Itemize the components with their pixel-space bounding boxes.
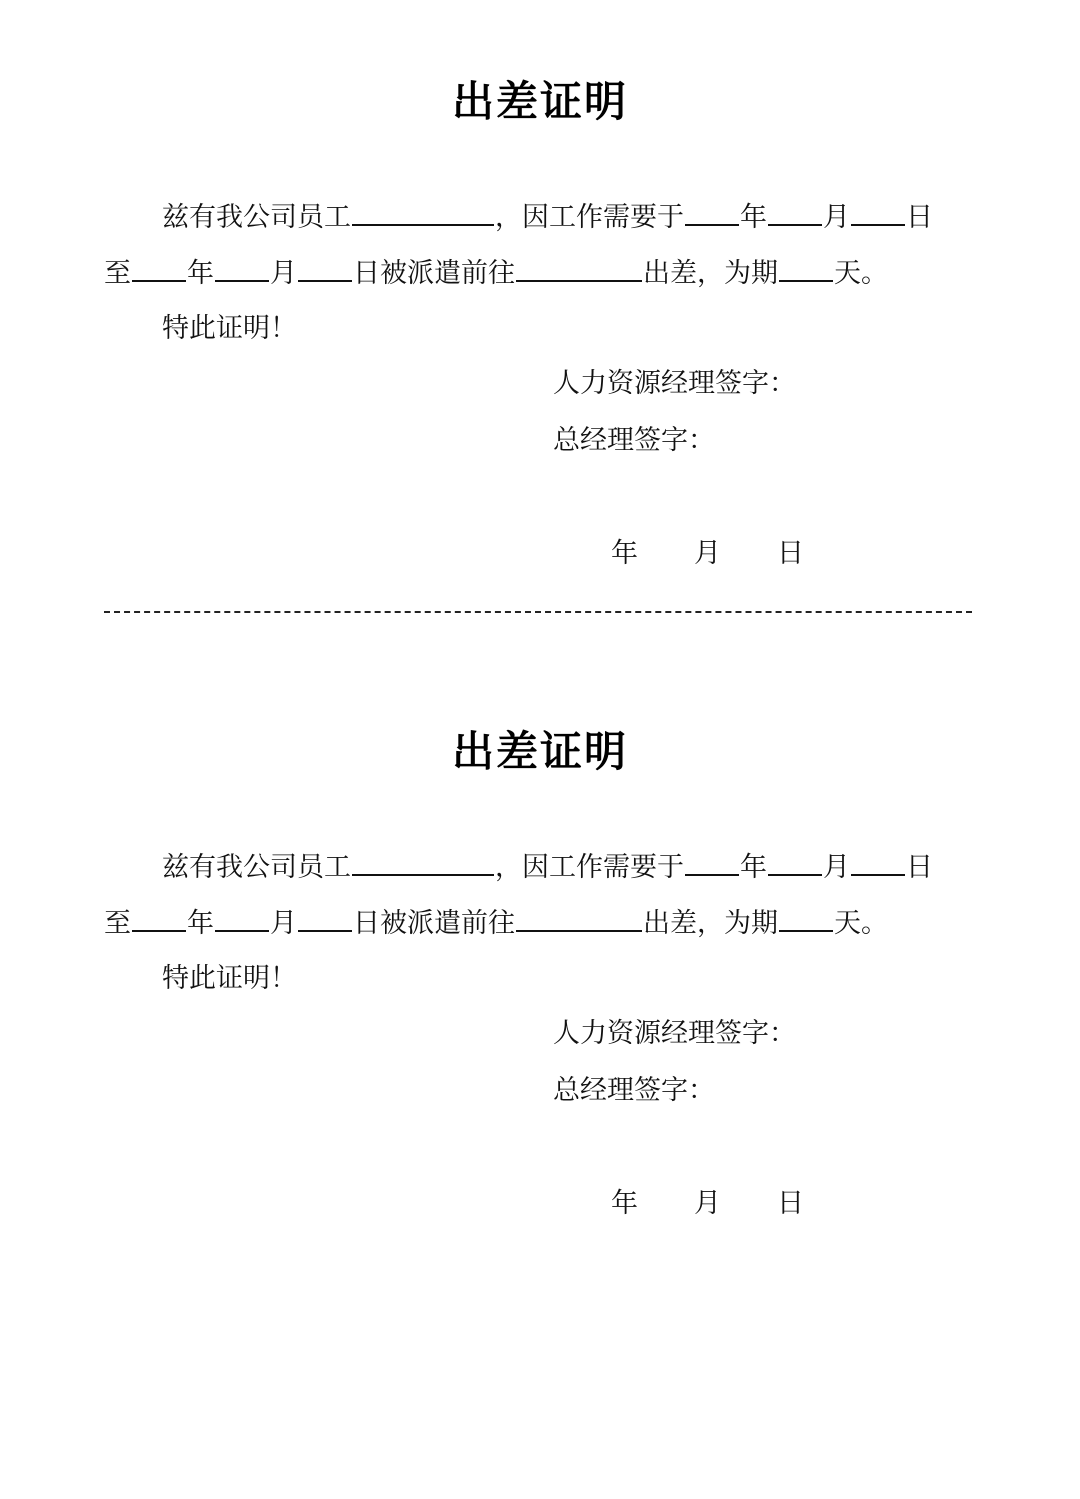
- end-month-blank: [215, 904, 269, 932]
- date-year-label: 年: [611, 538, 638, 569]
- end-year-blank: [132, 904, 186, 932]
- text-segment: ，因工作需要于: [495, 852, 684, 883]
- text-segment: 月: [270, 258, 297, 289]
- text-segment: 月: [270, 908, 297, 939]
- text-segment: 至: [104, 258, 131, 289]
- text-segment: 日: [906, 852, 933, 883]
- text-segment: ，因工作需要于: [495, 202, 684, 233]
- text-segment: 兹有我公司员工: [162, 202, 351, 233]
- employee-name-blank: [352, 848, 494, 876]
- start-month-blank: [768, 848, 822, 876]
- start-day-blank: [851, 848, 905, 876]
- trip-line: [104, 904, 888, 941]
- date-month-label: 月: [694, 1188, 721, 1219]
- date-line: [611, 537, 804, 571]
- hr-manager-signature-label: 人力资源经理签字：: [553, 1018, 796, 1049]
- employee-line: [162, 848, 933, 885]
- date-line: [611, 1187, 804, 1221]
- start-day-blank: [851, 198, 905, 226]
- employee-name-blank: [352, 198, 494, 226]
- duration-blank: [779, 904, 833, 932]
- destination-blank: [516, 254, 642, 282]
- text-segment: 月: [823, 852, 850, 883]
- certificate-title: 出差证明: [451, 727, 628, 776]
- text-segment: 天。: [834, 908, 888, 939]
- end-month-blank: [215, 254, 269, 282]
- text-segment: 年: [740, 202, 767, 233]
- start-year-blank: [685, 848, 739, 876]
- end-year-blank: [132, 254, 186, 282]
- text-segment: 月: [823, 202, 850, 233]
- text-segment: 出差，为期: [643, 908, 778, 939]
- destination-blank: [516, 904, 642, 932]
- hr-manager-signature-label: 人力资源经理签字：: [553, 368, 796, 399]
- closing-text: 特此证明！: [162, 963, 297, 994]
- text-segment: 至: [104, 908, 131, 939]
- date-day-label: 日: [777, 538, 804, 569]
- text-segment: 年: [187, 258, 214, 289]
- text-segment: 日: [906, 202, 933, 233]
- date-month-label: 月: [694, 538, 721, 569]
- start-year-blank: [685, 198, 739, 226]
- start-month-blank: [768, 198, 822, 226]
- date-year-label: 年: [611, 1188, 638, 1219]
- date-day-label: 日: [777, 1188, 804, 1219]
- text-segment: 天。: [834, 258, 888, 289]
- general-manager-signature-label: 总经理签字：: [553, 1075, 715, 1106]
- text-segment: 年: [187, 908, 214, 939]
- cut-line-divider: [104, 611, 972, 613]
- end-day-blank: [298, 254, 352, 282]
- certificate-title: 出差证明: [451, 77, 628, 126]
- certificate-1: [0, 0, 1080, 620]
- certificate-2: [0, 650, 1080, 1270]
- duration-blank: [779, 254, 833, 282]
- text-segment: 出差，为期: [643, 258, 778, 289]
- closing-text: 特此证明！: [162, 313, 297, 344]
- text-segment: 兹有我公司员工: [162, 852, 351, 883]
- text-segment: 日被派遣前往: [353, 258, 515, 289]
- end-day-blank: [298, 904, 352, 932]
- employee-line: [162, 198, 933, 235]
- trip-line: [104, 254, 888, 291]
- text-segment: 日被派遣前往: [353, 908, 515, 939]
- text-segment: 年: [740, 852, 767, 883]
- general-manager-signature-label: 总经理签字：: [553, 425, 715, 456]
